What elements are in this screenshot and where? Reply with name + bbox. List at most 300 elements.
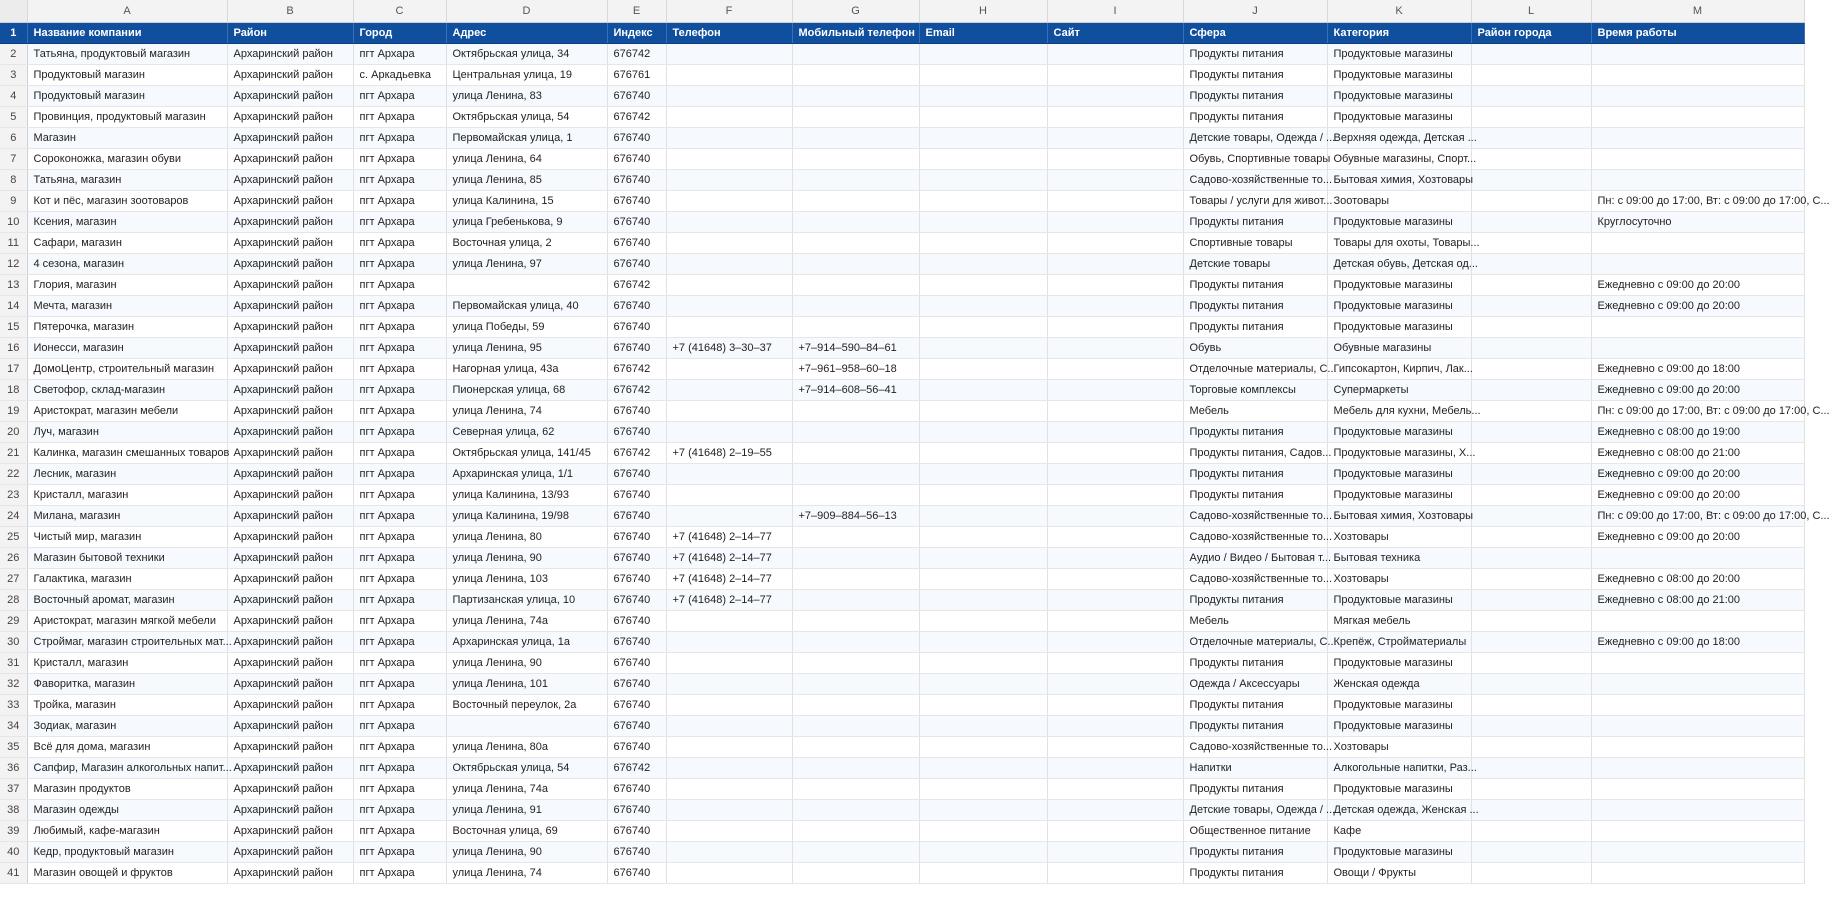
table-cell[interactable]: Верхняя одежда, Детская ...: [1327, 127, 1471, 148]
row-number[interactable]: 12: [0, 253, 27, 274]
table-cell[interactable]: Архаринский район: [227, 190, 353, 211]
table-cell[interactable]: [919, 232, 1047, 253]
table-cell[interactable]: [1471, 799, 1591, 820]
table-cell[interactable]: Архаринский район: [227, 85, 353, 106]
table-cell[interactable]: улица Ленина, 103: [446, 568, 607, 589]
table-cell[interactable]: Ежедневно с 08:00 до 21:00: [1591, 442, 1804, 463]
table-cell[interactable]: Мебель: [1183, 610, 1327, 631]
row-number[interactable]: 41: [0, 862, 27, 883]
row-number[interactable]: 20: [0, 421, 27, 442]
table-cell[interactable]: пгт Архара: [353, 673, 446, 694]
table-cell[interactable]: 676740: [607, 841, 666, 862]
header-cell[interactable]: Телефон: [666, 22, 792, 43]
table-cell[interactable]: Ежедневно с 09:00 до 20:00: [1591, 526, 1804, 547]
table-cell[interactable]: Мечта, магазин: [27, 295, 227, 316]
table-cell[interactable]: 676740: [607, 400, 666, 421]
table-cell[interactable]: [1047, 43, 1183, 64]
table-cell[interactable]: пгт Архара: [353, 547, 446, 568]
table-cell[interactable]: Ежедневно с 09:00 до 20:00: [1591, 379, 1804, 400]
table-cell[interactable]: [666, 85, 792, 106]
table-cell[interactable]: Магазин овощей и фруктов: [27, 862, 227, 883]
column-header-j[interactable]: J: [1183, 0, 1327, 22]
header-cell[interactable]: Время работы: [1591, 22, 1804, 43]
row-number[interactable]: 30: [0, 631, 27, 652]
header-cell[interactable]: Категория: [1327, 22, 1471, 43]
table-cell[interactable]: [1047, 64, 1183, 85]
table-cell[interactable]: Детские товары, Одежда / ...: [1183, 799, 1327, 820]
table-cell[interactable]: [1047, 862, 1183, 883]
table-cell[interactable]: [1471, 505, 1591, 526]
table-cell[interactable]: [1591, 841, 1804, 862]
table-cell[interactable]: Садово-хозяйственные то...: [1183, 169, 1327, 190]
column-header-h[interactable]: H: [919, 0, 1047, 22]
table-cell[interactable]: [792, 610, 919, 631]
table-cell[interactable]: [666, 673, 792, 694]
row-number[interactable]: 37: [0, 778, 27, 799]
table-cell[interactable]: [792, 736, 919, 757]
table-cell[interactable]: [792, 463, 919, 484]
table-cell[interactable]: [666, 820, 792, 841]
table-cell[interactable]: Детские товары, Одежда / ...: [1183, 127, 1327, 148]
table-cell[interactable]: пгт Архара: [353, 379, 446, 400]
table-cell[interactable]: Продуктовые магазины, Х...: [1327, 442, 1471, 463]
table-cell[interactable]: Продукты питания: [1183, 295, 1327, 316]
table-cell[interactable]: Ксения, магазин: [27, 211, 227, 232]
table-cell[interactable]: 676740: [607, 715, 666, 736]
table-cell[interactable]: [666, 106, 792, 127]
table-cell[interactable]: пгт Архара: [353, 43, 446, 64]
table-cell[interactable]: Ежедневно с 08:00 до 20:00: [1591, 568, 1804, 589]
table-cell[interactable]: пгт Архара: [353, 862, 446, 883]
table-cell[interactable]: Пионерская улица, 68: [446, 379, 607, 400]
table-cell[interactable]: 676740: [607, 526, 666, 547]
table-cell[interactable]: [919, 484, 1047, 505]
table-cell[interactable]: [1471, 232, 1591, 253]
table-cell[interactable]: Кедр, продуктовый магазин: [27, 841, 227, 862]
table-cell[interactable]: [666, 400, 792, 421]
table-cell[interactable]: [919, 463, 1047, 484]
table-cell[interactable]: Архаринский район: [227, 316, 353, 337]
table-cell[interactable]: улица Ленина, 80а: [446, 736, 607, 757]
table-cell[interactable]: Пн: с 09:00 до 17:00, Вт: с 09:00 до 17:00, С...: [1591, 400, 1804, 421]
table-cell[interactable]: [666, 463, 792, 484]
table-cell[interactable]: [1471, 316, 1591, 337]
table-cell[interactable]: [1047, 274, 1183, 295]
table-cell[interactable]: Архаринский район: [227, 736, 353, 757]
table-cell[interactable]: Кристалл, магазин: [27, 484, 227, 505]
table-cell[interactable]: 4 сезона, магазин: [27, 253, 227, 274]
row-number[interactable]: 31: [0, 652, 27, 673]
table-cell[interactable]: Продукты питания: [1183, 316, 1327, 337]
table-cell[interactable]: [919, 148, 1047, 169]
table-cell[interactable]: Октябрьская улица, 54: [446, 757, 607, 778]
table-cell[interactable]: +7–961–958–60–18: [792, 358, 919, 379]
table-cell[interactable]: Магазин: [27, 127, 227, 148]
table-cell[interactable]: [666, 736, 792, 757]
table-cell[interactable]: Бытовая химия, Хозтовары: [1327, 169, 1471, 190]
table-cell[interactable]: Архаринский район: [227, 862, 353, 883]
table-cell[interactable]: [792, 232, 919, 253]
table-cell[interactable]: [1591, 799, 1804, 820]
table-cell[interactable]: Архаринский район: [227, 106, 353, 127]
table-cell[interactable]: [1471, 400, 1591, 421]
table-cell[interactable]: Аудио / Видео / Бытовая т...: [1183, 547, 1327, 568]
table-cell[interactable]: [919, 778, 1047, 799]
header-cell[interactable]: Район города: [1471, 22, 1591, 43]
table-cell[interactable]: Продукты питания: [1183, 85, 1327, 106]
table-cell[interactable]: 676740: [607, 316, 666, 337]
table-cell[interactable]: Октябрьская улица, 141/45: [446, 442, 607, 463]
table-cell[interactable]: Продуктовые магазины: [1327, 715, 1471, 736]
table-cell[interactable]: [1047, 484, 1183, 505]
table-cell[interactable]: улица Гребенькова, 9: [446, 211, 607, 232]
table-cell[interactable]: [919, 421, 1047, 442]
row-number[interactable]: 24: [0, 505, 27, 526]
table-cell[interactable]: Продукты питания: [1183, 43, 1327, 64]
table-cell[interactable]: [919, 610, 1047, 631]
table-cell[interactable]: пгт Архара: [353, 274, 446, 295]
table-cell[interactable]: Пн: с 09:00 до 17:00, Вт: с 09:00 до 17:00, С...: [1591, 190, 1804, 211]
table-cell[interactable]: Ежедневно с 09:00 до 20:00: [1591, 295, 1804, 316]
table-cell[interactable]: [919, 253, 1047, 274]
table-cell[interactable]: Ежедневно с 08:00 до 21:00: [1591, 589, 1804, 610]
table-cell[interactable]: [1471, 442, 1591, 463]
column-header-f[interactable]: F: [666, 0, 792, 22]
table-cell[interactable]: Садово-хозяйственные то...: [1183, 526, 1327, 547]
table-cell[interactable]: Архаринский район: [227, 820, 353, 841]
table-cell[interactable]: пгт Архара: [353, 736, 446, 757]
table-cell[interactable]: [792, 568, 919, 589]
table-cell[interactable]: Магазин одежды: [27, 799, 227, 820]
table-cell[interactable]: [666, 379, 792, 400]
table-cell[interactable]: [792, 757, 919, 778]
table-cell[interactable]: Продукты питания: [1183, 841, 1327, 862]
table-cell[interactable]: Партизанская улица, 10: [446, 589, 607, 610]
table-cell[interactable]: [1047, 253, 1183, 274]
header-cell[interactable]: Сайт: [1047, 22, 1183, 43]
row-number[interactable]: 29: [0, 610, 27, 631]
table-cell[interactable]: улица Калинина, 13/93: [446, 484, 607, 505]
table-cell[interactable]: [1591, 694, 1804, 715]
table-cell[interactable]: [1591, 778, 1804, 799]
column-header-l[interactable]: L: [1471, 0, 1591, 22]
row-number[interactable]: 28: [0, 589, 27, 610]
table-cell[interactable]: улица Ленина, 85: [446, 169, 607, 190]
table-cell[interactable]: [1471, 211, 1591, 232]
table-cell[interactable]: Продуктовые магазины: [1327, 316, 1471, 337]
table-cell[interactable]: Продуктовые магазины: [1327, 43, 1471, 64]
table-cell[interactable]: [666, 316, 792, 337]
row-number[interactable]: 35: [0, 736, 27, 757]
table-cell[interactable]: [1047, 295, 1183, 316]
table-cell[interactable]: пгт Архара: [353, 148, 446, 169]
table-cell[interactable]: Архаринский район: [227, 211, 353, 232]
table-cell[interactable]: Бытовая техника: [1327, 547, 1471, 568]
table-cell[interactable]: [1471, 85, 1591, 106]
table-cell[interactable]: [1471, 589, 1591, 610]
table-cell[interactable]: [1047, 463, 1183, 484]
row-number[interactable]: 34: [0, 715, 27, 736]
table-cell[interactable]: Продукты питания: [1183, 421, 1327, 442]
table-cell[interactable]: [792, 43, 919, 64]
table-cell[interactable]: [1047, 694, 1183, 715]
table-cell[interactable]: 676761: [607, 64, 666, 85]
table-cell[interactable]: 676740: [607, 484, 666, 505]
table-cell[interactable]: Всё для дома, магазин: [27, 736, 227, 757]
table-cell[interactable]: [1471, 778, 1591, 799]
table-cell[interactable]: [1047, 715, 1183, 736]
table-cell[interactable]: [1471, 358, 1591, 379]
table-cell[interactable]: Детские товары: [1183, 253, 1327, 274]
table-cell[interactable]: 676742: [607, 274, 666, 295]
table-cell[interactable]: [792, 400, 919, 421]
table-cell[interactable]: Садово-хозяйственные то...: [1183, 505, 1327, 526]
table-cell[interactable]: улица Ленина, 90: [446, 652, 607, 673]
table-cell[interactable]: Татьяна, продуктовый магазин: [27, 43, 227, 64]
table-cell[interactable]: 676740: [607, 253, 666, 274]
table-cell[interactable]: пгт Архара: [353, 85, 446, 106]
table-cell[interactable]: 676740: [607, 568, 666, 589]
table-cell[interactable]: [1471, 106, 1591, 127]
table-cell[interactable]: Продуктовые магазины: [1327, 85, 1471, 106]
table-cell[interactable]: улица Ленина, 90: [446, 841, 607, 862]
table-cell[interactable]: пгт Архара: [353, 106, 446, 127]
row-number[interactable]: 19: [0, 400, 27, 421]
table-cell[interactable]: [1471, 148, 1591, 169]
table-cell[interactable]: Продуктовые магазины: [1327, 652, 1471, 673]
table-cell[interactable]: [792, 211, 919, 232]
table-cell[interactable]: Мебель для кухни, Мебель...: [1327, 400, 1471, 421]
table-cell[interactable]: [1047, 757, 1183, 778]
row-number[interactable]: 15: [0, 316, 27, 337]
table-cell[interactable]: [919, 715, 1047, 736]
table-cell[interactable]: Архаринский район: [227, 358, 353, 379]
table-cell[interactable]: 676740: [607, 421, 666, 442]
row-number[interactable]: 6: [0, 127, 27, 148]
table-cell[interactable]: Ежедневно с 09:00 до 20:00: [1591, 484, 1804, 505]
table-cell[interactable]: Продуктовые магазины: [1327, 589, 1471, 610]
table-cell[interactable]: Хозтовары: [1327, 568, 1471, 589]
table-cell[interactable]: пгт Архара: [353, 316, 446, 337]
table-cell[interactable]: пгт Архара: [353, 295, 446, 316]
row-number[interactable]: 10: [0, 211, 27, 232]
table-cell[interactable]: Детская обувь, Детская од...: [1327, 253, 1471, 274]
table-cell[interactable]: Продукты питания: [1183, 64, 1327, 85]
table-cell[interactable]: Ежедневно с 09:00 до 18:00: [1591, 631, 1804, 652]
table-cell[interactable]: [1471, 463, 1591, 484]
table-cell[interactable]: Мягкая мебель: [1327, 610, 1471, 631]
table-cell[interactable]: пгт Архара: [353, 190, 446, 211]
table-cell[interactable]: [919, 337, 1047, 358]
table-cell[interactable]: [1591, 715, 1804, 736]
table-cell[interactable]: [792, 631, 919, 652]
table-cell[interactable]: Продуктовые магазины: [1327, 295, 1471, 316]
table-cell[interactable]: Зодиак, магазин: [27, 715, 227, 736]
table-cell[interactable]: пгт Архара: [353, 127, 446, 148]
column-header-m[interactable]: M: [1591, 0, 1804, 22]
table-cell[interactable]: [666, 652, 792, 673]
table-cell[interactable]: Луч, магазин: [27, 421, 227, 442]
table-cell[interactable]: Архаринская улица, 1/1: [446, 463, 607, 484]
table-cell[interactable]: 676740: [607, 211, 666, 232]
table-cell[interactable]: [1471, 295, 1591, 316]
table-cell[interactable]: Центральная улица, 19: [446, 64, 607, 85]
table-cell[interactable]: [792, 64, 919, 85]
table-cell[interactable]: [792, 295, 919, 316]
table-cell[interactable]: [1047, 211, 1183, 232]
table-cell[interactable]: Октябрьская улица, 54: [446, 106, 607, 127]
table-cell[interactable]: Бытовая химия, Хозтовары: [1327, 505, 1471, 526]
table-cell[interactable]: Продукты питания: [1183, 694, 1327, 715]
table-cell[interactable]: [1471, 43, 1591, 64]
table-cell[interactable]: пгт Архара: [353, 610, 446, 631]
table-cell[interactable]: Общественное питание: [1183, 820, 1327, 841]
table-cell[interactable]: Татьяна, магазин: [27, 169, 227, 190]
table-cell[interactable]: [666, 211, 792, 232]
table-cell[interactable]: [1471, 715, 1591, 736]
table-cell[interactable]: пгт Архара: [353, 169, 446, 190]
table-cell[interactable]: [666, 715, 792, 736]
table-cell[interactable]: Архаринский район: [227, 43, 353, 64]
row-number[interactable]: 40: [0, 841, 27, 862]
table-cell[interactable]: пгт Архара: [353, 463, 446, 484]
table-cell[interactable]: [792, 127, 919, 148]
table-cell[interactable]: [919, 694, 1047, 715]
table-cell[interactable]: [919, 169, 1047, 190]
table-cell[interactable]: [792, 190, 919, 211]
table-cell[interactable]: [919, 106, 1047, 127]
table-cell[interactable]: пгт Архара: [353, 841, 446, 862]
table-cell[interactable]: пгт Архара: [353, 820, 446, 841]
table-cell[interactable]: [666, 862, 792, 883]
table-cell[interactable]: Светофор, склад-магазин: [27, 379, 227, 400]
table-cell[interactable]: [666, 127, 792, 148]
table-cell[interactable]: [1471, 820, 1591, 841]
table-cell[interactable]: [919, 358, 1047, 379]
table-cell[interactable]: [919, 820, 1047, 841]
header-cell[interactable]: Email: [919, 22, 1047, 43]
table-cell[interactable]: [1047, 379, 1183, 400]
table-cell[interactable]: [666, 295, 792, 316]
table-cell[interactable]: [919, 505, 1047, 526]
table-cell[interactable]: [919, 211, 1047, 232]
table-cell[interactable]: [1047, 673, 1183, 694]
table-cell[interactable]: [792, 253, 919, 274]
table-cell[interactable]: [1047, 652, 1183, 673]
table-cell[interactable]: Восточный переулок, 2а: [446, 694, 607, 715]
table-cell[interactable]: [919, 295, 1047, 316]
table-cell[interactable]: Пн: с 09:00 до 17:00, Вт: с 09:00 до 17:00, С...: [1591, 505, 1804, 526]
table-cell[interactable]: [919, 64, 1047, 85]
table-cell[interactable]: Строймаг, магазин строительных мат...: [27, 631, 227, 652]
table-cell[interactable]: 676740: [607, 673, 666, 694]
table-cell[interactable]: Продуктовые магазины: [1327, 421, 1471, 442]
table-cell[interactable]: 676740: [607, 463, 666, 484]
table-cell[interactable]: Галактика, магазин: [27, 568, 227, 589]
table-cell[interactable]: 676740: [607, 652, 666, 673]
table-cell[interactable]: [792, 526, 919, 547]
table-cell[interactable]: Архаринский район: [227, 505, 353, 526]
table-cell[interactable]: [666, 841, 792, 862]
table-cell[interactable]: Женская одежда: [1327, 673, 1471, 694]
table-cell[interactable]: Архаринский район: [227, 631, 353, 652]
table-cell[interactable]: 676742: [607, 379, 666, 400]
table-cell[interactable]: Спортивные товары: [1183, 232, 1327, 253]
table-cell[interactable]: [1471, 379, 1591, 400]
table-cell[interactable]: Детская одежда, Женская ...: [1327, 799, 1471, 820]
table-cell[interactable]: Магазин бытовой техники: [27, 547, 227, 568]
table-cell[interactable]: [1591, 673, 1804, 694]
table-cell[interactable]: Архаринский район: [227, 589, 353, 610]
table-cell[interactable]: Крепёж, Стройматериалы: [1327, 631, 1471, 652]
header-cell[interactable]: Индекс: [607, 22, 666, 43]
table-cell[interactable]: Милана, магазин: [27, 505, 227, 526]
table-cell[interactable]: 676740: [607, 169, 666, 190]
table-cell[interactable]: 676742: [607, 442, 666, 463]
table-cell[interactable]: [919, 799, 1047, 820]
table-cell[interactable]: Архаринский район: [227, 673, 353, 694]
table-cell[interactable]: Архаринский район: [227, 64, 353, 85]
table-cell[interactable]: улица Калинина, 19/98: [446, 505, 607, 526]
row-number[interactable]: 17: [0, 358, 27, 379]
table-cell[interactable]: [919, 589, 1047, 610]
table-cell[interactable]: [1591, 106, 1804, 127]
table-cell[interactable]: Аристократ, магазин мебели: [27, 400, 227, 421]
table-cell[interactable]: Продукты питания: [1183, 106, 1327, 127]
table-cell[interactable]: [666, 610, 792, 631]
table-cell[interactable]: 676740: [607, 232, 666, 253]
table-cell[interactable]: [1047, 85, 1183, 106]
table-cell[interactable]: улица Ленина, 74а: [446, 778, 607, 799]
table-cell[interactable]: [1047, 337, 1183, 358]
column-header-a[interactable]: A: [27, 0, 227, 22]
table-cell[interactable]: +7 (41648) 2–14–77: [666, 589, 792, 610]
table-cell[interactable]: Архаринская улица, 1а: [446, 631, 607, 652]
table-cell[interactable]: 676740: [607, 85, 666, 106]
table-cell[interactable]: Овощи / Фрукты: [1327, 862, 1471, 883]
table-cell[interactable]: Архаринский район: [227, 694, 353, 715]
table-cell[interactable]: [666, 43, 792, 64]
table-cell[interactable]: 676740: [607, 820, 666, 841]
table-cell[interactable]: пгт Архара: [353, 526, 446, 547]
table-cell[interactable]: Архаринский район: [227, 484, 353, 505]
table-cell[interactable]: +7 (41648) 2–14–77: [666, 526, 792, 547]
table-cell[interactable]: улица Ленина, 90: [446, 547, 607, 568]
table-cell[interactable]: Продуктовые магазины: [1327, 778, 1471, 799]
row-number[interactable]: 4: [0, 85, 27, 106]
column-header-d[interactable]: D: [446, 0, 607, 22]
row-number[interactable]: 2: [0, 43, 27, 64]
table-cell[interactable]: [1591, 169, 1804, 190]
table-cell[interactable]: улица Ленина, 74: [446, 862, 607, 883]
table-cell[interactable]: Фаворитка, магазин: [27, 673, 227, 694]
table-cell[interactable]: +7 (41648) 3–30–37: [666, 337, 792, 358]
row-number[interactable]: 25: [0, 526, 27, 547]
table-cell[interactable]: Хозтовары: [1327, 526, 1471, 547]
table-cell[interactable]: [1047, 820, 1183, 841]
table-cell[interactable]: [1591, 757, 1804, 778]
table-cell[interactable]: [446, 715, 607, 736]
table-cell[interactable]: 676742: [607, 358, 666, 379]
table-cell[interactable]: [1591, 85, 1804, 106]
table-cell[interactable]: [1047, 778, 1183, 799]
table-cell[interactable]: [919, 736, 1047, 757]
table-cell[interactable]: Зоотовары: [1327, 190, 1471, 211]
table-cell[interactable]: [1047, 232, 1183, 253]
table-cell[interactable]: [1047, 505, 1183, 526]
table-cell[interactable]: Архаринский район: [227, 379, 353, 400]
row-number[interactable]: 11: [0, 232, 27, 253]
